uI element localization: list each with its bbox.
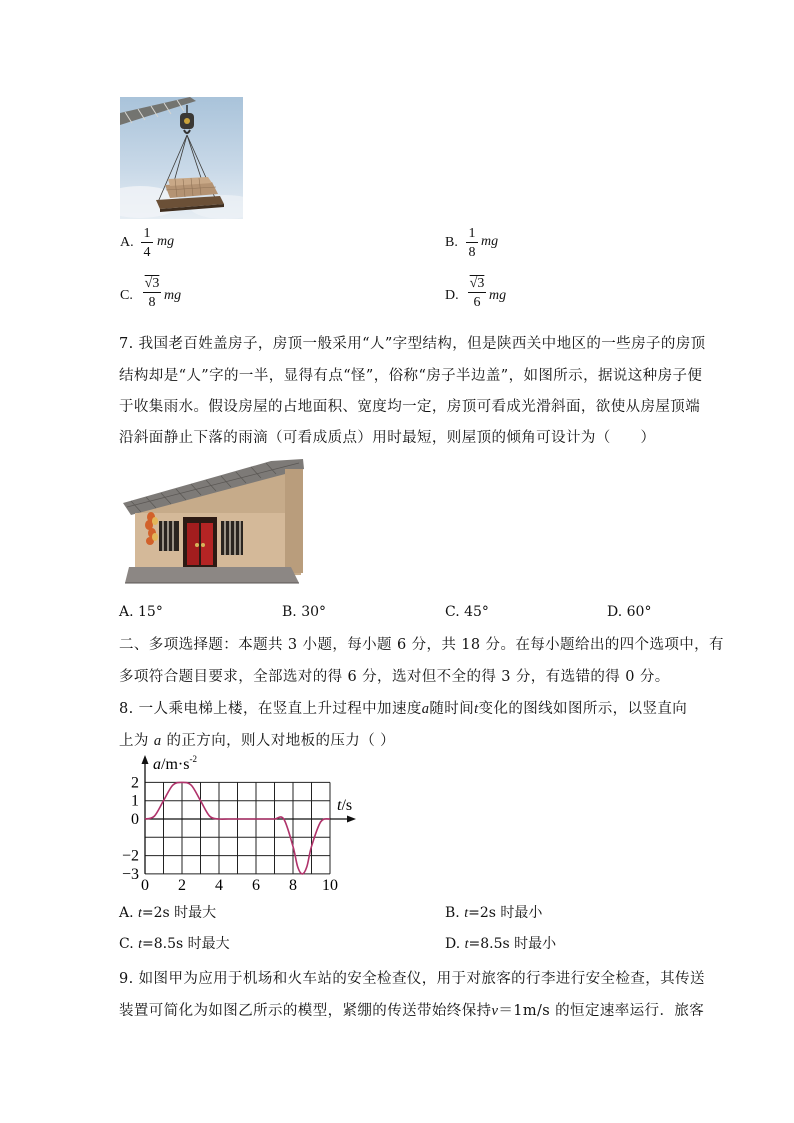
q7-option-b: B. 30° (282, 604, 327, 620)
acceleration-time-chart (115, 752, 365, 897)
x-tick-label: 8 (289, 876, 297, 894)
q8-stem-line-2 (119, 729, 395, 750)
y-tick-label: 1 (131, 792, 139, 810)
q6-option-d-mg: mg (489, 288, 507, 303)
x-axis-arrow (347, 816, 356, 823)
q9-line-2 (119, 999, 704, 1020)
y-tick-label: −3 (121, 865, 139, 883)
fraction-denominator: 8 (148, 295, 156, 310)
q6-option-c-letter: C. (120, 288, 133, 303)
q6-option-b-fraction (466, 226, 478, 260)
y-axis-label: $a/m\cdot s^{-2}$ (153, 754, 197, 773)
x-tick-label: 0 (141, 876, 149, 894)
q8-option-b (445, 905, 542, 922)
q7-option-c: C. 45° (445, 604, 489, 620)
q8-text: 变化的图线如图所示，以竖直向 (478, 701, 688, 717)
q9-text: ＝1m/s 的恒定速率运行．旅客 (498, 1003, 705, 1019)
q9-text: 装置可简化为如图乙所示的模型，紧绷的传送带始终保持 (119, 1003, 492, 1019)
q8-var-a: a (153, 733, 162, 749)
fraction-denominator: 4 (143, 245, 151, 260)
q8-option-d (445, 936, 556, 953)
option-text: =8.5s 时最大 (142, 936, 230, 952)
option-letter: D. (445, 936, 465, 952)
q6-option-a-fraction (141, 226, 153, 260)
option-letter: B. (445, 905, 465, 921)
section2-line-2: 多项符合题目要求，全部选对的得 6 分，选对但不全的得 3 分，有选错的得 0 分。 (119, 669, 670, 685)
option-text: =2s 时最大 (141, 905, 217, 921)
q8-text: 随时间 (429, 701, 475, 717)
x-tick-label: 4 (215, 876, 223, 894)
q6-option-d-fraction (468, 276, 486, 310)
y-tick-label: 2 (131, 774, 139, 792)
x-axis-label: t/s (337, 797, 353, 814)
q9-line-1: 9. 如图甲为应用于机场和火车站的安全检查仪，用于对旅客的行李进行安全检查，其传送 (119, 971, 705, 987)
crane-photo (120, 97, 243, 219)
chart-grid (145, 782, 330, 874)
q8-option-a (119, 905, 216, 922)
q9-var-v: v (491, 1003, 499, 1019)
q8-option-c (119, 936, 230, 953)
option-var: t (464, 906, 469, 921)
y-axis-arrow (142, 755, 149, 764)
y-tick-label: −2 (121, 847, 139, 865)
option-text: =2s 时最小 (468, 905, 543, 921)
q6-option-c-fraction (143, 276, 161, 310)
q8-text: 上为 (119, 733, 149, 749)
q8-stem-line-1 (119, 697, 687, 718)
option-var: t (464, 937, 469, 952)
x-tick-label: 10 (322, 876, 338, 894)
option-letter: C. (119, 936, 139, 952)
q6-option-d-letter: D. (445, 288, 459, 303)
option-letter: A. (119, 905, 139, 921)
chart-tick-labels (122, 774, 338, 894)
q8-text: 的正方向，则人对地板的压力（ ） (166, 733, 396, 749)
q8-text: 8. 一人乘电梯上楼，在竖直上升过程中加速度 (119, 701, 422, 717)
q8-var-t: t (474, 701, 479, 717)
q7-line-4: 沿斜面静止下落的雨滴（可看成质点）用时最短，则屋顶的倾角可设计为（ ） (119, 430, 656, 446)
x-tick-label: 2 (178, 876, 186, 894)
x-tick-label: 6 (252, 876, 260, 894)
q6-option-a-letter: A. (120, 235, 134, 250)
q6-option-b-mg: mg (481, 234, 499, 249)
q7-line-2: 结构却是“人”字的一半，显得有点“怪”，俗称“房子半边盖”，如图所示，据说这种房子便 (119, 368, 703, 384)
fraction-numerator: 1 (468, 226, 476, 241)
q6-option-a-mg: mg (157, 234, 175, 249)
fraction-numerator: √3 (469, 276, 485, 291)
y-tick-label: 0 (131, 811, 139, 828)
fraction-numerator: √3 (144, 276, 160, 291)
section2-line-1: 二、多项选择题：本题共 3 小题，每小题 6 分，共 18 分。在每小题给出的四个选项中，有 (119, 637, 724, 653)
q7-option-a: A. 15° (119, 604, 163, 620)
option-text: =8.5s 时最小 (468, 936, 557, 952)
option-var: t (138, 906, 142, 921)
half-roof-house-photo (121, 455, 305, 588)
option-var: t (138, 937, 143, 952)
q7-line-1: 7. 我国老百姓盖房子，房顶一般采用“人”字型结构，但是陕西关中地区的一些房子的房顶 (119, 336, 706, 352)
q6-option-c-mg: mg (164, 288, 182, 303)
fraction-numerator: 1 (143, 226, 151, 241)
q7-line-3: 于收集雨水。假设房屋的占地面积、宽度均一定，房顶可看成光滑斜面，欲使从房屋顶端 (119, 399, 701, 415)
fraction-denominator: 8 (468, 245, 476, 260)
q6-option-b-letter: B. (445, 235, 458, 250)
q7-option-d: D. 60° (607, 604, 652, 620)
fraction-denominator: 6 (473, 295, 481, 310)
q8-var-a: a (421, 701, 430, 717)
